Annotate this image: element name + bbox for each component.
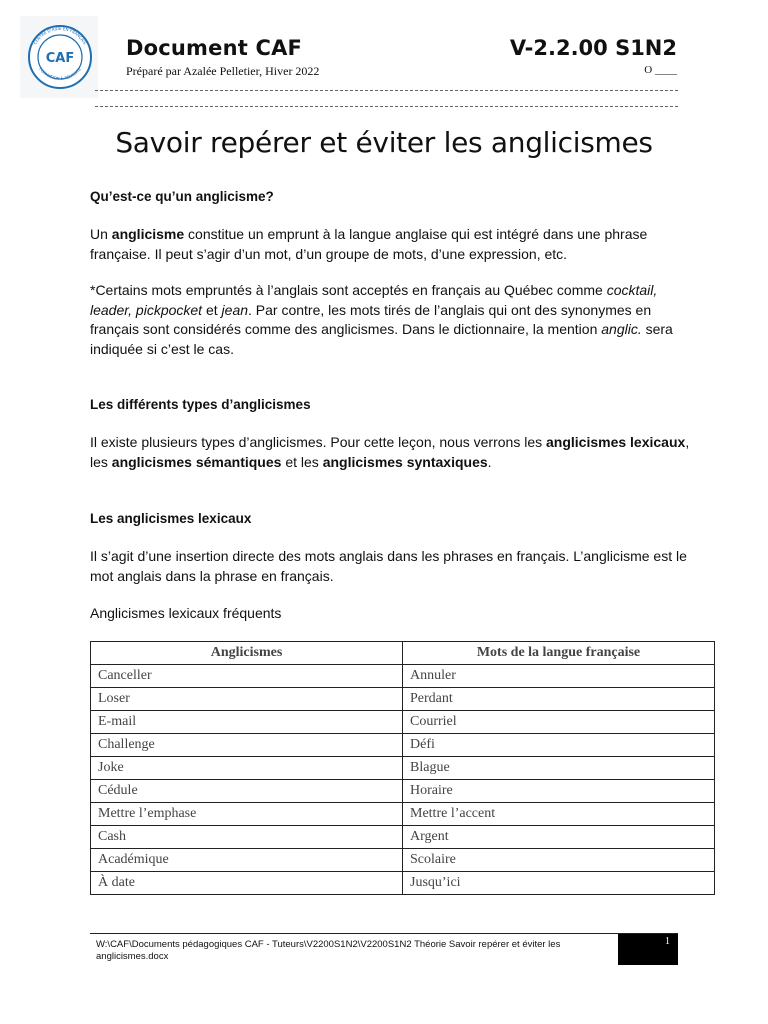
caf-logo [20,16,98,98]
page-number-box [618,934,678,965]
table-row [91,780,715,803]
table-cell-french: Scolaire [403,849,715,872]
text-span: . Par contre, les mots tirés de l’anglais qui ont des synonymes en français sont considérés comme des anglicismes. Dans le dictionnaire, la mention [90,301,652,337]
text-span: *Certains mots empruntés à l’anglais sont acceptés en français au Québec comme [90,282,607,298]
table-cell-french: Jusqu’ici [403,872,715,895]
table-header-anglicisms: Anglicismes [91,642,403,665]
logo-text: CAF [45,51,75,66]
table-cell-french: Argent [403,826,715,849]
italic-term: jean [221,301,249,318]
bold-term: anglicismes sémantiques [111,453,282,470]
version-code: V-2.2.00 S1N2 [509,36,677,60]
table-row [91,665,715,688]
document-title: Document CAF [126,36,303,60]
table-cell-anglicism: Joke [91,757,403,780]
table-row [91,757,715,780]
table-cell-anglicism: Canceller [91,665,403,688]
text-span: , les [90,434,690,470]
bold-term: anglicismes lexicaux [546,434,686,450]
table-row [91,711,715,734]
table-cell-french: Horaire [403,780,715,803]
bold-term: anglicisme [111,226,185,242]
table-row [91,872,715,895]
table-header-french: Mots de la langue française [403,642,715,665]
table-cell-anglicism: Challenge [91,734,403,757]
table-cell-anglicism: Mettre l’emphase [91,803,403,826]
header-rule-1 [95,90,678,91]
text-span: constitue un emprunt à la langue anglaise qui est intégré dans une phrase française. Il peut s’agir d’un mot, d’un groupe de mots, d’une expression, etc. [90,226,648,262]
table-cell-french: Courriel [403,711,715,734]
text-span: . [487,453,492,470]
table-cell-anglicism: À date [91,872,403,895]
table-row [91,803,715,826]
table-row [91,849,715,872]
table-cell-french: Mettre l’accent [403,803,715,826]
definition-paragraph [90,225,690,264]
footer-file-path: W:\CAF\Documents pédagogiques CAF - Tuteurs\V2200S1N2\V2200S1N2 Théorie Savoir repérer et éviter les anglicismes.docx [96,939,561,962]
header-rule-2 [95,106,678,107]
table-row [91,688,715,711]
text-span: sera indiquée si c’est le cas. [90,321,673,357]
text-span: et [202,301,222,318]
text-span: et les [281,453,323,470]
table-row [91,826,715,849]
table-cell-french: Défi [403,734,715,757]
prepared-by: Préparé par Azalée Pelletier, Hiver 2022 [126,64,320,78]
footer-rule [90,933,678,934]
table-cell-french: Annuler [403,665,715,688]
section-heading-lexical: Les anglicismes lexicaux [90,511,252,526]
anglicisms-table [90,641,715,895]
accepted-words-paragraph [90,281,690,359]
section-heading-definition: Qu’est-ce qu’un anglicisme? [90,189,274,204]
text-span: Il existe plusieurs types d’anglicismes. Pour cette leçon, nous verrons les [90,434,546,450]
logo-ring-bottom: FORMATION & RÉUSSITE [38,66,82,81]
page-title: Savoir repérer et éviter les anglicismes [115,126,653,159]
section-heading-types: Les différents types d’anglicismes [90,397,311,412]
table-cell-anglicism: Loser [91,688,403,711]
page-number: 1 [665,936,670,947]
logo-ring-top: CENTRE D'AIDE EN FRANÇAIS [32,25,88,46]
caf-seal-icon [20,16,98,98]
text-span: Un [90,226,112,242]
table-cell-anglicism: E-mail [91,711,403,734]
types-paragraph [90,433,690,472]
table-cell-french: Blague [403,757,715,780]
lexical-paragraph: Il s’agit d’une insertion directe des mots anglais dans les phrases en français. L’anglicisme est le mot anglais dans la phrase en français. [90,548,687,584]
table-cell-anglicism: Cédule [91,780,403,803]
table-cell-anglicism: Cash [91,826,403,849]
italic-term: anglic. [601,321,642,337]
table-header-row [91,642,715,665]
table-row [91,734,715,757]
italic-term: cocktail, leader, pickpocket [90,282,658,318]
version-sub: O ____ [644,64,677,76]
table-caption: Anglicismes lexicaux fréquents [90,605,282,621]
table-cell-french: Perdant [403,688,715,711]
table-cell-anglicism: Académique [91,849,403,872]
bold-term: anglicismes syntaxiques [322,453,488,470]
